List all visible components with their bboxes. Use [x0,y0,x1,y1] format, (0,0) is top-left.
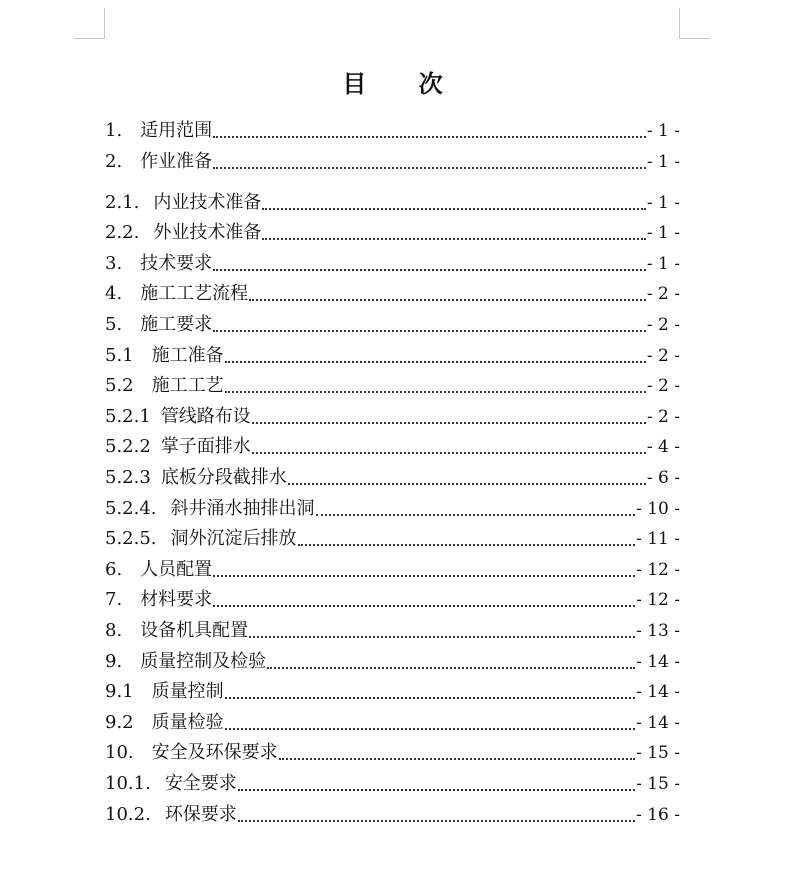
toc-entry[interactable] [105,553,680,581]
toc-title: 目 次 [342,69,465,98]
toc-leader-dots [213,136,646,138]
toc-entry[interactable] [105,145,680,173]
toc-entry[interactable] [105,767,680,795]
toc-entry-page: - 11 - [636,529,680,550]
toc-leader-dots [225,391,646,393]
margin-mark-top-right [679,8,710,39]
toc-entry-title: 质量控制及检验 [140,650,267,672]
toc-leader-dots [225,728,635,730]
toc-leader-dots [316,514,636,516]
toc-leader-dots [225,361,646,363]
toc-entry-page: - 2 - [646,345,680,366]
toc-entry-number: 10.2. [105,803,151,825]
toc-entry[interactable] [105,522,680,550]
toc-entry-number: 4. [105,283,123,305]
toc-entry-page: - 15 - [636,743,680,764]
toc-entry[interactable] [105,339,680,367]
toc-entry-title: 材料要求 [140,589,213,611]
toc-entry-number: 5.2.4. [105,497,157,519]
toc-entry-page: - 12 - [636,559,680,580]
toc-entry-number: 5.2 [105,375,134,397]
toc-entry-title: 斜井涌水抽排出洞 [170,497,315,519]
toc-entry-title: 环保要求 [164,803,237,825]
toc-entry-number: 5.2.1 [105,405,151,427]
toc-entry-page: - 1 - [646,151,680,172]
toc-entry-page: - 4 - [646,437,680,458]
toc-entry-number: 1. [105,120,123,141]
toc-entry[interactable] [105,583,680,611]
toc-leader-dots [279,758,635,760]
toc-entry-number: 7. [105,589,123,611]
toc-entry-number: 2.1. [105,191,140,213]
toc-entry-number: 5.2.5. [105,528,157,550]
toc-leader-dots [262,238,646,240]
toc-leader-dots [213,605,635,607]
toc-entry-title: 管线路布设 [160,405,251,427]
toc-entry-title: 洞外沉淀后排放 [170,528,297,550]
toc-entry-page: - 2 - [646,284,680,305]
toc-entry-title: 作业准备 [140,150,213,172]
toc-entry-number: 5.2.3 [105,467,151,488]
toc-entry-number: 6. [105,558,123,580]
toc-leader-dots [249,299,646,301]
toc-entry[interactable] [105,308,680,336]
toc-entry-number: 2. [105,150,123,172]
toc-entry-title: 适用范围 [140,120,213,141]
toc-entry-page: - 2 - [646,376,680,397]
toc-entry[interactable] [105,247,680,275]
toc-entry-number: 5.1 [105,344,134,366]
toc-entry[interactable] [105,114,680,142]
toc-entry-number: 10. [105,742,134,764]
toc-entry-title: 施工工艺流程 [140,283,249,305]
toc-leader-dots [252,452,646,454]
toc-entry-number: 9.1 [105,681,134,703]
toc-leader-dots [262,208,646,210]
toc-entry-title: 安全及环保要求 [151,742,278,764]
toc-entry-page: - 6 - [646,468,680,488]
toc-entry-page: - 1 - [646,253,680,274]
toc-entry[interactable] [105,277,680,305]
toc-entry-title: 施工工艺 [151,375,224,397]
toc-entry[interactable] [105,492,680,520]
toc-entry-number: 3. [105,252,123,274]
toc-entry-page: - 1 - [646,121,680,141]
toc-entry-page: - 14 - [636,712,680,733]
toc-entry-page: - 16 - [636,804,680,825]
toc-leader-dots [213,575,635,577]
toc-entry[interactable] [105,400,680,428]
toc-leader-dots [252,422,646,424]
toc-entry-title: 内业技术准备 [153,191,262,213]
toc-entry-title: 设备机具配置 [140,620,249,641]
toc-entry-title: 掌子面排水 [160,436,251,458]
toc-leader-dots [213,167,646,169]
toc-entry-page: - 1 - [646,223,680,244]
toc-entry[interactable] [105,461,680,489]
toc-entry-number: 9. [105,650,123,672]
toc-entry-title: 质量控制 [151,681,224,703]
toc-entry-number: 10.1. [105,773,151,794]
toc-entry[interactable] [105,706,680,734]
toc-entry-number: 2.2. [105,222,140,244]
toc-leader-dots [238,789,635,791]
toc-entry-title: 安全要求 [164,773,237,794]
toc-entry[interactable] [105,614,680,642]
toc-entry-number: 5.2.2 [105,436,151,458]
toc-entry[interactable] [105,430,680,458]
toc-entry-page: - 2 - [646,315,680,335]
toc-leader-dots [238,820,635,822]
toc-entry-title: 外业技术准备 [153,222,262,244]
toc-entry-page: - 13 - [636,621,680,641]
toc-entry-title: 人员配置 [140,558,213,580]
toc-entry-title: 底板分段截排水 [160,467,287,488]
toc-entry[interactable] [105,369,680,397]
toc-entry[interactable] [105,186,680,214]
toc-entry[interactable] [105,675,680,703]
toc-entry-page: - 12 - [636,590,680,611]
toc-entry[interactable] [105,798,680,826]
toc-entry[interactable] [105,216,680,244]
toc-entry-page: - 2 - [646,406,680,427]
toc-entry-number: 8. [105,620,123,641]
toc-entry-number: 5. [105,314,123,335]
toc-entry-page: - 15 - [636,774,680,794]
toc-leader-dots [267,667,635,669]
toc-leader-dots [249,636,635,638]
toc-entry[interactable] [105,736,680,764]
toc-entry-page: - 1 - [646,192,680,213]
toc-entry-page: - 10 - [636,498,680,519]
toc-entry-page: - 14 - [636,682,680,703]
toc-leader-dots [213,269,646,271]
toc-entry-title: 施工要求 [140,314,213,335]
toc-entry-title: 质量检验 [151,711,224,733]
toc-entry-title: 施工准备 [151,344,224,366]
toc-leader-dots [213,330,646,332]
toc-entry-page: - 14 - [636,651,680,672]
toc-leader-dots [225,697,635,699]
toc-entry-title: 技术要求 [140,252,213,274]
toc-entry[interactable] [105,645,680,673]
toc-entry-number: 9.2 [105,711,134,733]
toc-leader-dots [298,544,636,546]
margin-mark-top-left [74,8,105,39]
toc-leader-dots [288,483,646,485]
